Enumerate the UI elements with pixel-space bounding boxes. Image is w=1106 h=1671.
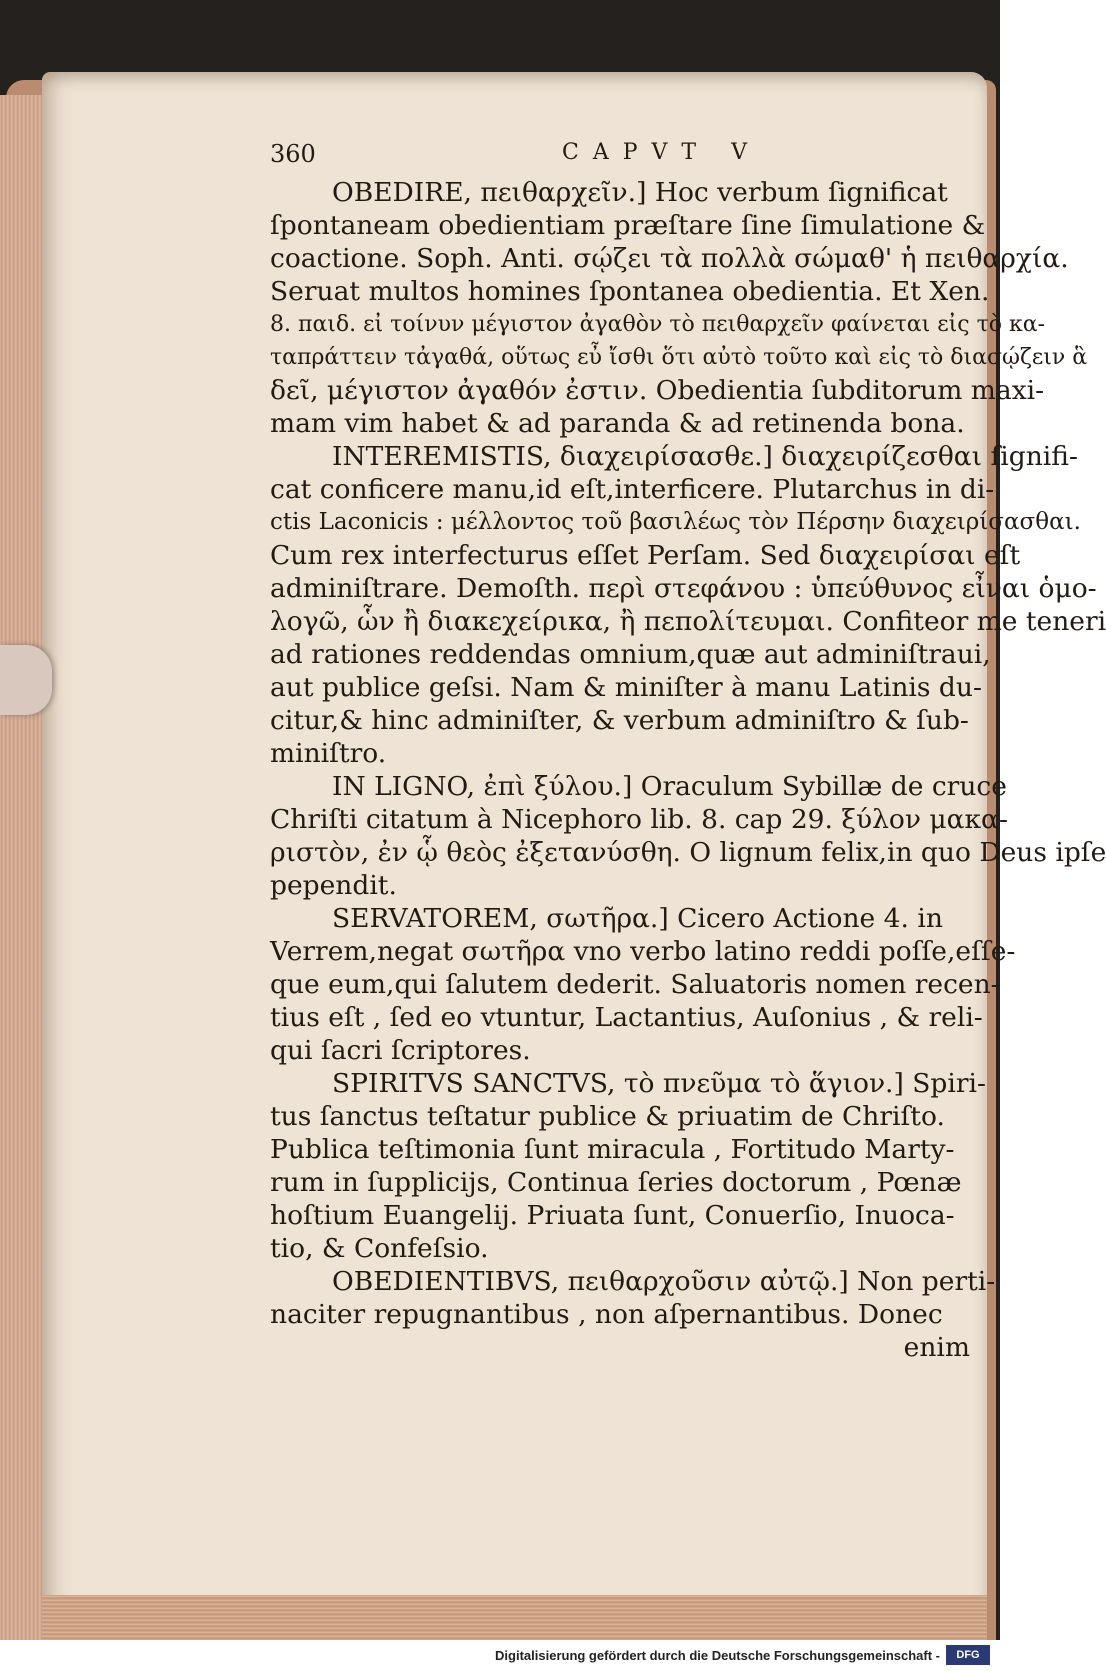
text-line: SPIRITVS SANCTVS, τὸ πνεῦμα τὸ ἅγιον.] Spiri-	[332, 1068, 986, 1099]
text-line: tius eſt , ſed eo vtuntur, Lactantius, Auſonius , & reli-	[270, 1002, 983, 1033]
text-line: aut publice geſsi. Nam & miniſter à manu Latinis du-	[270, 672, 982, 703]
text-line: Chriſti citatum à Nicephoro lib. 8. cap 29. ξύλον μακα-	[270, 804, 1008, 835]
page-bottom-edge	[42, 1595, 987, 1640]
page-header	[270, 140, 970, 176]
text-line: OBEDIRE, πειθαρχεῖν.] Hoc verbum ſignificat	[332, 177, 948, 208]
text-line: tio, & Confeſsio.	[270, 1233, 489, 1264]
text-line: hoſtium Euangelij. Priuata ſunt, Conuerſio, Inuoca-	[270, 1200, 955, 1231]
text-line: qui ſacri ſcriptores.	[270, 1035, 531, 1066]
text-line: IN LIGNO, ἐπὶ ξύλου.] Oraculum Sybillæ de cruce	[332, 771, 1007, 802]
page-stack-edge	[0, 95, 44, 1640]
text-line: adminiſtrare. Demoſth. περὶ στεφάνου : ὑπεύθυνος εἶναι ὁμο-	[270, 573, 1097, 604]
text-line: mam vim habet & ad paranda & ad retinenda bona.	[270, 408, 965, 439]
text-line: cat conficere manu,id eſt,interficere. Plutarchus in di-	[270, 474, 995, 505]
text-line: naciter repugnantibus , non aſpernantibus. Donec	[270, 1299, 943, 1330]
text-line: INTEREMISTIS, διαχειρίσασθε.] διαχειρίζεσθαι ſignifi-	[332, 441, 1078, 472]
text-line: Seruat multos homines ſpontanea obedientia. Et Xen.	[270, 276, 990, 307]
text-line: λογῶ, ὧν ἢ διακεχείρικα, ἢ πεπολίτευμαι. Confiteor me teneri	[270, 606, 1106, 637]
text-line: ſpontaneam obedientiam præſtare ſine ſimulatione &	[270, 210, 986, 241]
text-line: que eum,qui ſalutem dederit. Saluatoris nomen recen-	[270, 969, 1000, 1000]
text-line: SERVATOREM, σωτῆρα.] Cicero Actione 4. in	[332, 903, 943, 934]
page-text	[270, 140, 1106, 1364]
text-line: tus ſanctus teſtatur publice & priuatim de Chriſto.	[270, 1101, 945, 1132]
text-line: OBEDIENTIBVS, πειθαρχοῦσιν αὐτῷ.] Non perti-	[332, 1266, 996, 1297]
text-line: rum in ſupplicijs, Continua ſeries doctorum , Pœnæ	[270, 1167, 962, 1198]
text-line: Publica teſtimonia ſunt miracula , Fortitudo Marty-	[270, 1134, 955, 1165]
dfg-logo: DFG	[946, 1645, 990, 1665]
text-line: Verrem,negat σωτῆρα vno verbo latino reddi poſſe,eſſe-	[270, 936, 1016, 967]
text-line: δεῖ, μέγιστον ἀγαθόν ἐστιν. Obedientia ſubditorum maxi-	[270, 375, 1045, 406]
running-head: CAPVT V	[562, 140, 761, 165]
page-number: 360	[270, 140, 316, 168]
text-line: 8. παιδ. εἰ τοίνυν μέγιστον ἀγαθὸν τὸ πειθαρχεῖν φαίνεται εἰς τὸ κα-	[270, 312, 1046, 337]
text-line: citur,& hinc adminiſter, & verbum adminiſtro & ſub-	[270, 705, 969, 736]
clasp-tab	[0, 645, 52, 715]
digitization-footer	[0, 1640, 1000, 1671]
text-line: ριστὸν, ἐν ᾧ θεὸς ἐξετανύσθη. O lignum felix,in quo Deus ipſe	[270, 837, 1106, 868]
text-line: pependit.	[270, 870, 397, 901]
text-line: miniſtro.	[270, 738, 387, 769]
text-line: Cum rex interfecturus eſſet Perſam. Sed διαχειρίσαι eſt	[270, 540, 1021, 571]
text-line: enim	[903, 1332, 970, 1363]
footer-credit: Digitalisierung gefördert durch die Deutsche Forschungsgemeinschaft -	[495, 1648, 940, 1663]
text-line: ad rationes reddendas omnium,quæ aut adminiſtraui,	[270, 639, 991, 670]
text-line: ctis Laconicis : μέλλοντος τοῦ βασιλέως τὸν Πέρσην διαχειρίσασθαι.	[270, 509, 1081, 535]
text-line: coactione. Soph. Anti. σῴζει τὰ πολλὰ σώμαθ' ἡ πειθαρχία.	[270, 243, 1069, 274]
text-line: ταπράττειν τἀγαθά, οὕτως εὖ ἴσθι ὅτι αὐτὸ τοῦτο καὶ εἰς τὸ διασῴζειν ἃ	[270, 345, 1088, 370]
